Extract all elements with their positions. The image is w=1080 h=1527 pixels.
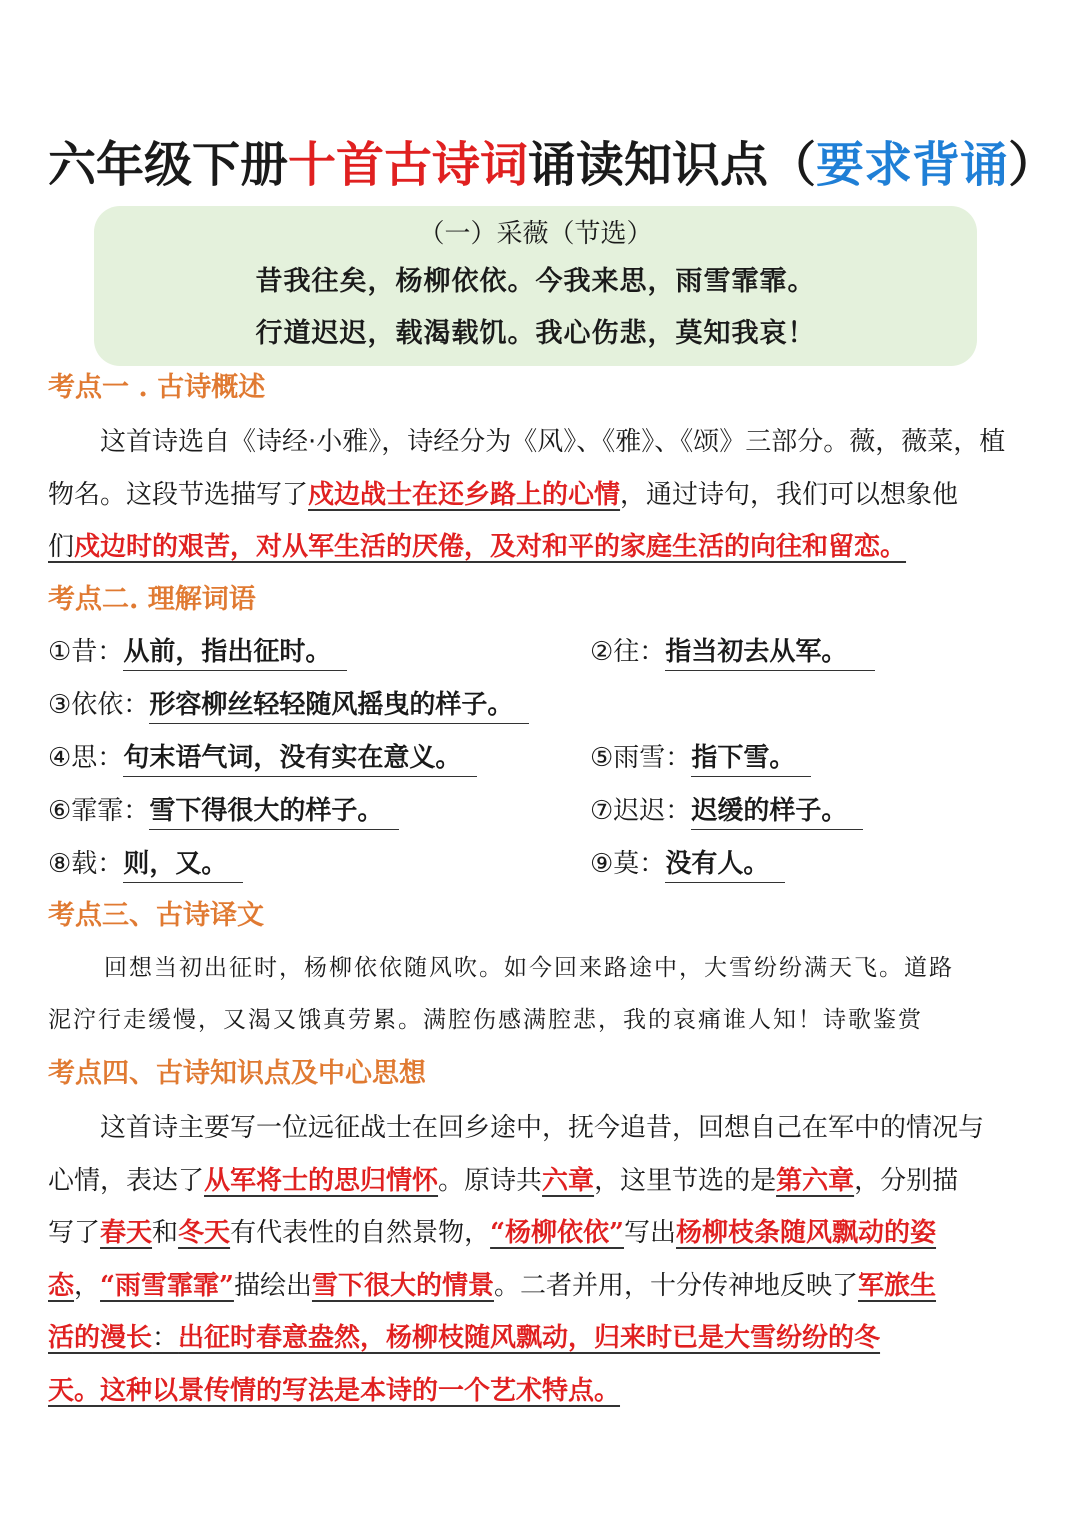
- text: 。原诗共: [438, 1165, 543, 1196]
- title-part5: ）: [1008, 137, 1057, 193]
- text: 写了: [48, 1218, 101, 1248]
- text: ：: [152, 1323, 179, 1353]
- definition-answer: 迟缓的样子。: [691, 793, 863, 830]
- highlight-text: 第六章: [776, 1165, 855, 1196]
- title-part2: 十首古诗词: [288, 137, 529, 193]
- highlight-text: 六章: [542, 1165, 595, 1196]
- poem-line-2: 行道迟迟，载渴载饥。我心伤悲，莫知我哀！: [255, 318, 816, 349]
- definition-item: [590, 632, 875, 672]
- definition-term: ⑨莫：: [590, 849, 666, 879]
- text: 们: [48, 532, 75, 562]
- translation-line-2: 泥泞行走缓慢，又渴又饿真劳累。满腔伤感满腔悲，我的哀痛谁人知！诗歌鉴赏: [48, 1007, 923, 1033]
- highlight-text: 出征时春意盎然，杨柳枝随风飘动，归来时已是大雪纷纷的冬: [178, 1323, 881, 1353]
- definition-answer: 指当初去从军。: [665, 634, 875, 671]
- definition-term: ①昔：: [48, 637, 124, 667]
- definition-item: [590, 791, 863, 831]
- definition-item: [590, 844, 785, 884]
- title-part4: 要求背诵: [816, 137, 1009, 193]
- definition-term: ⑤雨雪：: [590, 743, 692, 773]
- definition-item: [48, 791, 399, 831]
- definition-answer: 指下雪。: [691, 740, 811, 777]
- text: 有代表性的自然景物，: [230, 1218, 491, 1248]
- text: ，这里节选的是: [594, 1165, 777, 1196]
- page-title: [48, 132, 1057, 198]
- text: ，: [74, 1270, 101, 1301]
- poem-box: [94, 206, 977, 366]
- highlight-text: 戍边战士在还乡路上的心情: [308, 479, 621, 510]
- definition-term: ⑥霏霏：: [48, 796, 150, 826]
- section4-line-1: 这首诗主要写一位远征战士在回乡途中，抚今追昔，回想自己在军中的情况与: [100, 1113, 985, 1143]
- definition-answer: 句末语气词，没有实在意义。: [123, 740, 477, 777]
- text: 描绘出: [233, 1270, 312, 1301]
- translation-paragraph: [48, 942, 1033, 1046]
- definition-term: ⑦迟迟：: [590, 796, 692, 826]
- highlight-text: 天。这种以景传情的写法是本诗的一个艺术特点。: [48, 1375, 621, 1406]
- definition-item: [48, 738, 477, 778]
- section4-line-6: [48, 1365, 1033, 1418]
- highlight-text: 春天: [100, 1218, 153, 1248]
- section1-line-1: 这首诗选自《诗经·小雅》，诗经分为《风》、《雅》、《颂》三部分。薇，薇菜，植: [100, 427, 1006, 457]
- title-part1: 六年级下册: [48, 137, 289, 193]
- section4-line-5: [48, 1312, 1033, 1365]
- definition-answer: 没有人。: [665, 846, 785, 883]
- text: 心情，表达了: [48, 1165, 205, 1196]
- section4-heading: 考点四、古诗知识点及中心思想: [48, 1058, 426, 1089]
- highlight-text: 军旅生: [858, 1270, 937, 1301]
- section1-heading: 考点一 . 古诗概述: [48, 372, 266, 403]
- definition-term: ③依依：: [48, 690, 150, 720]
- definition-answer: 雪下得很大的样子。: [149, 793, 399, 830]
- definition-term: ⑧载：: [48, 849, 124, 879]
- poem-line-1: 昔我往矣，杨柳依依。今我来思，雨雪霏霏。: [255, 266, 816, 297]
- definition-item: [590, 738, 811, 778]
- highlight-text: 冬天: [178, 1218, 231, 1248]
- definition-answer: 从前，指出征时。: [123, 634, 347, 671]
- highlight-text: 态: [48, 1270, 75, 1301]
- highlight-text: “雨雪霏霏”: [100, 1270, 234, 1301]
- section4-line-3: [48, 1207, 1033, 1260]
- text: 。二者并用，十分传神地反映了: [493, 1270, 858, 1301]
- highlight-text: 杨柳枝条随风飘动的姿: [676, 1218, 937, 1248]
- text: 和: [152, 1218, 179, 1248]
- highlight-text: 从军将士的思归情怀: [204, 1165, 439, 1196]
- highlight-text: 雪下很大的情景: [311, 1270, 494, 1301]
- section4-line-4: [48, 1260, 1033, 1313]
- definition-item: [48, 844, 243, 884]
- definition-answer: 形容柳丝轻轻随风摇曳的样子。: [149, 687, 529, 724]
- poem-title: （一）采薇（节选）: [418, 219, 653, 249]
- text: 写出: [624, 1218, 677, 1248]
- highlight-text: 活的漫长: [48, 1323, 153, 1353]
- section1-line-2: [48, 469, 1033, 522]
- definition-term: ②往：: [590, 637, 666, 667]
- section4-line-2: [48, 1155, 1033, 1208]
- translation-line-1: 回想当初出征时，杨柳依依随风吹。如今回来路途中，大雪纷纷满天飞。道路: [104, 955, 954, 981]
- definition-item: [48, 632, 347, 672]
- definition-answer: 则，又。: [123, 846, 243, 883]
- text: ，分别描: [854, 1165, 959, 1196]
- section2-heading: 考点二. 理解词语: [48, 584, 256, 615]
- section1-line-3: [48, 521, 1033, 574]
- section4-paragraph: [48, 1102, 1033, 1417]
- title-part3: 诵读知识点（: [528, 137, 817, 193]
- section1-paragraph: [48, 416, 1033, 574]
- highlight-text: “杨柳依依”: [490, 1218, 624, 1248]
- section3-heading: 考点三、古诗译文: [48, 900, 264, 931]
- text: ，通过诗句，我们可以想象他: [620, 479, 959, 510]
- highlight-text: 戍边时的艰苦，对从军生活的厌倦，及对和平的家庭生活的向往和留恋。: [74, 532, 907, 562]
- text: 物名。这段节选描写了: [48, 479, 309, 510]
- definition-term: ④思：: [48, 743, 124, 773]
- definition-item: [48, 685, 529, 725]
